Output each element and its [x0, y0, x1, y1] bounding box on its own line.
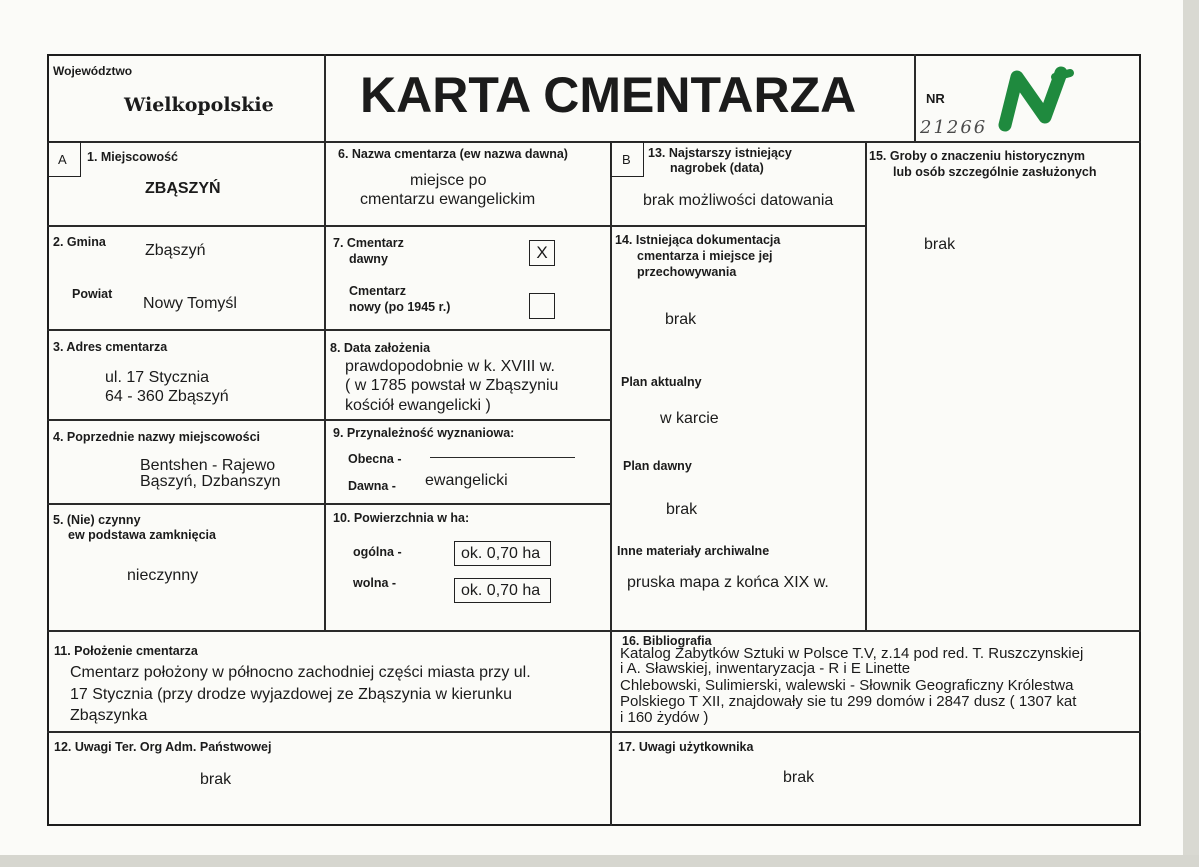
f12-value: brak	[200, 771, 232, 788]
scan-edge-bottom	[0, 855, 1199, 867]
plan-current-label: Plan aktualny	[621, 375, 702, 389]
f5-value: nieczynny	[127, 567, 199, 584]
nowy-checkbox[interactable]	[529, 293, 555, 319]
f5-label-2: ew podstawa zamknięcia	[68, 528, 216, 542]
nr-label: NR	[926, 91, 945, 106]
f13-value: brak możliwości datowania	[643, 192, 834, 209]
f16-line5: i 160 żydów )	[620, 709, 709, 726]
f13-label-2: nagrobek (data)	[670, 161, 764, 175]
f14-label-1: 14. Istniejąca dokumentacja	[615, 233, 781, 247]
divider	[865, 141, 867, 630]
f7-label-1: 7. Cmentarz	[333, 236, 404, 250]
f3-line1: ul. 17 Stycznia	[105, 369, 210, 386]
voivodeship-label: Województwo	[53, 64, 133, 78]
f11-line3: Zbąszynka	[70, 707, 148, 724]
f1-value: ZBĄSZYŃ	[145, 180, 221, 197]
f6-line2: cmentarzu ewangelickim	[360, 191, 536, 208]
f2-value: Zbąszyń	[145, 242, 206, 259]
plan-old-value: brak	[666, 501, 698, 518]
f10-label: 10. Powierzchnia w ha:	[333, 511, 470, 525]
dawny-checkbox[interactable]: X	[529, 240, 555, 266]
other-materials-label: Inne materiały archiwalne	[617, 544, 770, 558]
f13-label-1: 13. Najstarszy istniejący	[648, 146, 792, 160]
card-title: KARTA CMENTARZA	[360, 67, 857, 123]
divider	[47, 419, 612, 421]
f3-line2: 64 - 360 Zbąszyń	[105, 388, 229, 405]
f15-label-2: lub osób szczególnie zasłużonych	[893, 165, 1097, 179]
f8-label: 8. Data założenia	[330, 341, 431, 355]
f14-label-3: przechowywania	[637, 265, 737, 279]
f16-line3: Chlebowski, Sulimierski, walewski - Słownik Geograficzny Królestwa	[620, 677, 1074, 694]
f14-value: brak	[665, 311, 697, 328]
f6-label: 6. Nazwa cmentarza (ew nazwa dawna)	[338, 147, 568, 161]
f7-label-3: Cmentarz	[349, 284, 406, 298]
divider	[47, 630, 1141, 632]
divider	[47, 329, 612, 331]
plan-current-value: w karcie	[660, 410, 719, 427]
f1-label: 1. Miejscowość	[87, 150, 179, 164]
f10-free-label: wolna -	[353, 576, 397, 590]
nr-handwritten: 21266	[920, 117, 988, 138]
divider	[610, 141, 612, 826]
f5-label-1: 5. (Nie) czynny	[53, 513, 141, 527]
f2-label: 2. Gmina	[53, 235, 106, 249]
f4-line2: Bąszyń, Dzbanszyn	[140, 473, 281, 490]
f9-former-label: Dawna -	[348, 479, 396, 493]
scan-edge-right	[1183, 0, 1199, 867]
f10-total-value: ok. 0,70 ha	[461, 545, 541, 562]
f17-value: brak	[783, 769, 815, 786]
f2-powiat-value: Nowy Tomyśl	[143, 295, 237, 312]
f3-label: 3. Adres cmentarza	[53, 340, 168, 354]
section-a-letter: A	[58, 152, 67, 167]
f7-label-4: nowy (po 1945 r.)	[349, 300, 451, 314]
f11-label: 11. Położenie cmentarza	[54, 644, 198, 658]
divider	[47, 141, 1141, 143]
plan-old-label: Plan dawny	[623, 459, 692, 473]
divider	[47, 225, 865, 227]
current-denomination-line	[430, 457, 575, 458]
f7-label-2: dawny	[349, 252, 388, 266]
f10-free-value: ok. 0,70 ha	[461, 582, 541, 599]
f6-line1: miejsce po	[410, 172, 487, 189]
f9-former-value: ewangelicki	[425, 472, 508, 489]
f16-line1: Katalog Zabytków Sztuki w Polsce T.V, z.14 pod red. T. Ruszczynskiej	[620, 645, 1084, 662]
f15-label-1: 15. Groby o znaczeniu historycznym	[869, 149, 1086, 163]
f16-label: 16. Bibliografia	[622, 634, 712, 648]
f4-line1: Bentshen - Rajewo	[140, 457, 276, 474]
f4-label: 4. Poprzednie nazwy miejscowości	[53, 430, 261, 444]
f11-line1: Cmentarz położony w północno zachodniej części miasta przy ul.	[70, 664, 531, 681]
section-b-letter: B	[622, 152, 631, 167]
f8-line2: ( w 1785 powstał w Zbąszyniu	[345, 377, 559, 394]
f8-line3: kościół ewangelicki )	[345, 397, 491, 414]
divider	[47, 731, 1141, 733]
f12-label: 12. Uwagi Ter. Org Adm. Państwowej	[54, 740, 272, 754]
f17-label: 17. Uwagi użytkownika	[618, 740, 754, 754]
f10-total-label: ogólna -	[353, 545, 402, 559]
divider	[914, 54, 916, 141]
other-materials-value: pruska mapa z końca XIX w.	[627, 574, 829, 591]
f2-powiat-label: Powiat	[72, 287, 113, 301]
f11-line2: 17 Stycznia (przy drodze wyjazdowej ze Zbąszynia w kierunku	[70, 686, 512, 703]
f16-line4: Polskiego T XII, znajdowały sie tu 299 domów i 2847 dusz ( 1307 kat	[620, 693, 1077, 710]
f14-label-2: cmentarza i miejsce jej	[637, 249, 773, 263]
f15-value: brak	[924, 236, 956, 253]
f8-line1: prawdopodobnie w k. XVIII w.	[345, 358, 555, 375]
divider	[324, 54, 326, 630]
f9-current-label: Obecna -	[348, 452, 402, 466]
f9-label: 9. Przynależność wyznaniowa:	[333, 426, 515, 440]
voivodeship-value: Wielkopolskie	[124, 94, 274, 116]
stamp-letter-icon	[995, 65, 1080, 135]
f16-line2: i A. Sławskiej, inwentaryzacja - R i E Linette	[620, 660, 911, 677]
divider	[47, 503, 612, 505]
